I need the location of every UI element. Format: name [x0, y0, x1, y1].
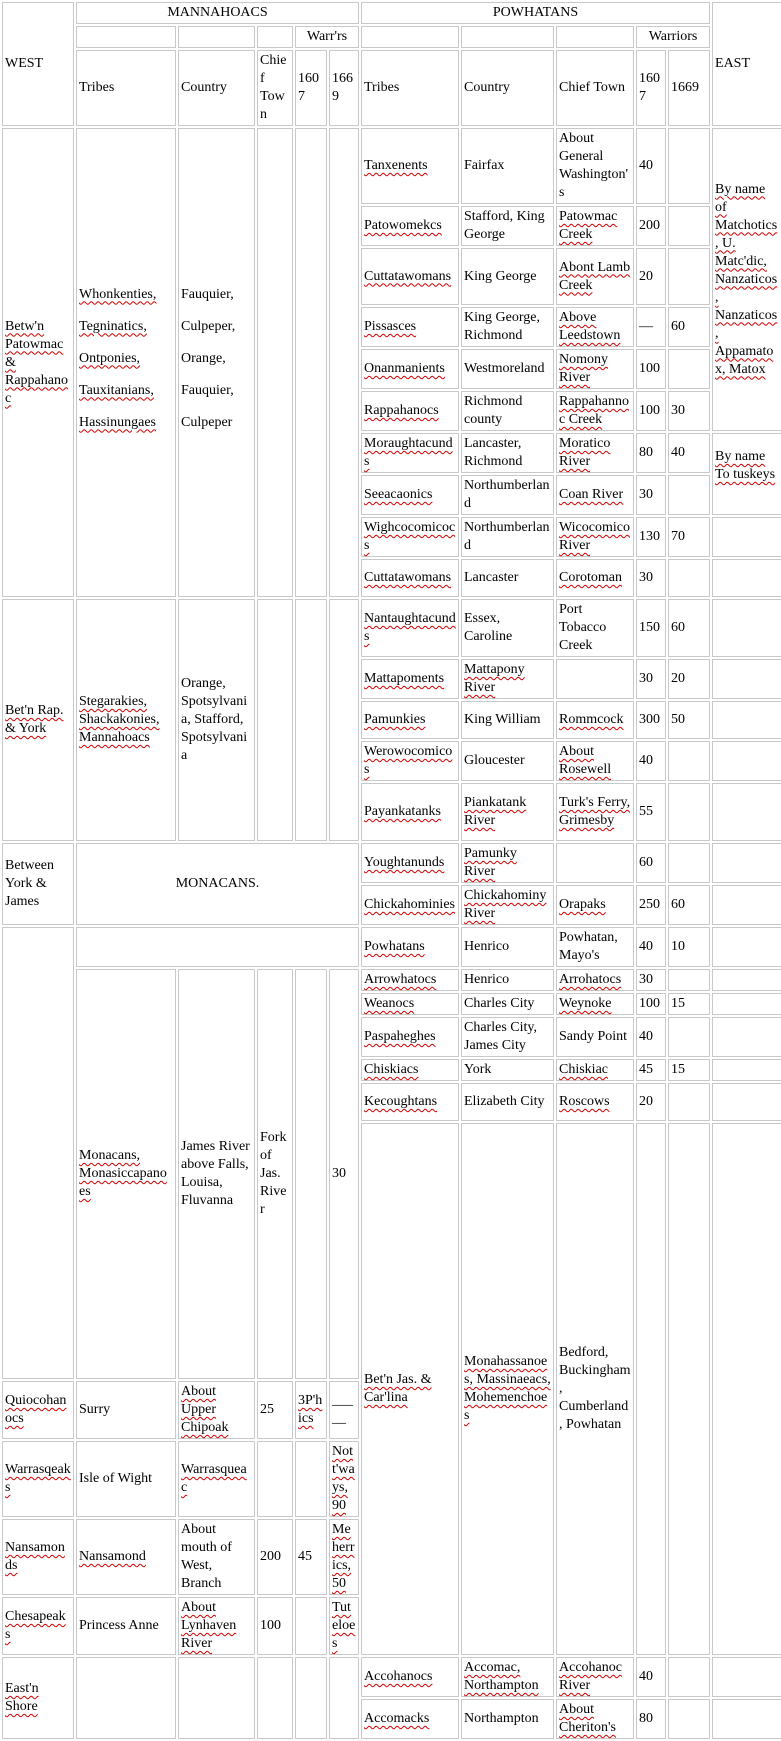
blank-cell: [295, 599, 327, 841]
w1669-cell: [668, 969, 710, 991]
blank-cell: [178, 26, 255, 48]
blank-cell: [329, 599, 359, 841]
tribe-cell: Payankatanks: [361, 783, 459, 841]
country-cell: Richmond county: [461, 391, 554, 431]
w1607-cell: 30: [636, 475, 666, 515]
country-cell: Lancaster, Richmond: [461, 433, 554, 473]
w1669-cell: [668, 843, 710, 883]
w1607-cell: 30: [636, 969, 666, 991]
blank-cell: [257, 128, 293, 597]
w1607-cell: 55: [636, 783, 666, 841]
tribe-cell: Pamunkies: [361, 701, 459, 739]
w1669-cell: 45: [295, 1519, 327, 1595]
tribe-cell: Cuttatawomans: [361, 248, 459, 305]
w1669-cell: [668, 248, 710, 305]
country-cell: Surry: [76, 1381, 176, 1439]
tribe-cell: Warrasqeaks: [2, 1441, 74, 1517]
blank-cell: [712, 1699, 781, 1739]
w1607-cell: 30: [636, 559, 666, 597]
blank-cell: [2, 927, 74, 1379]
blank-cell: [361, 26, 459, 48]
chief-town-header: Chief Town: [257, 50, 293, 126]
town-cell: Rommcock: [556, 701, 634, 739]
tribe-cell: Weanocs: [361, 993, 459, 1015]
w1669-cell: [668, 783, 710, 841]
tribe-name: Whonkenties,: [79, 286, 157, 302]
tribe-cell: Moraughtacunds: [361, 433, 459, 473]
country-cell: Accomac, Northampton: [461, 1657, 554, 1697]
warrrs-header: Warr'rs: [295, 26, 359, 48]
country-cell: Northumberland: [461, 475, 554, 515]
w1669-cell: [668, 475, 710, 515]
year-1607-header: 1607: [295, 50, 327, 126]
region-label: Bet'n Rap. & York: [2, 599, 74, 841]
w1669-cell: [668, 559, 710, 597]
w1607-cell: 250: [636, 885, 666, 925]
mannahoac-tribes: [76, 128, 176, 597]
blank-cell: [295, 1657, 327, 1739]
blank-cell: [636, 1123, 666, 1655]
warriors-header: Warriors: [636, 26, 710, 48]
tribe-cell: Werowocomicos: [361, 741, 459, 781]
blank-cell: [712, 1083, 781, 1121]
town-cell: Corotoman: [556, 559, 634, 597]
country-name: Fauquier,: [181, 286, 234, 302]
blank-cell: [712, 993, 781, 1015]
blank-cell: [178, 1657, 255, 1739]
west-header: WEST: [2, 2, 74, 126]
w1669-cell: 30: [668, 391, 710, 431]
w1607-cell: 40: [636, 927, 666, 967]
w1669-cell: 60: [668, 885, 710, 925]
w1607-cell: [257, 1441, 293, 1517]
country-cell: Mattapony River: [461, 659, 554, 699]
tribe-cell: Wighcocomicocs: [361, 517, 459, 557]
year-1669-header: 1669: [329, 50, 359, 126]
tribe-cell: Tanxenents: [361, 128, 459, 204]
tribes-header: Tribes: [76, 50, 176, 126]
tribe-cell: Accomacks: [361, 1699, 459, 1739]
country-cell: Essex, Caroline: [461, 599, 554, 657]
country-cell: Elizabeth City: [461, 1083, 554, 1121]
tribe-cell: Powhatans: [361, 927, 459, 967]
w1669-cell: 15: [668, 993, 710, 1015]
country-cell: Chickahominy River: [461, 885, 554, 925]
region-label: Between York & James: [2, 843, 74, 925]
chief-town-cell: Fork of Jas. River: [257, 969, 293, 1379]
blank-cell: [712, 783, 781, 841]
country-cell: Henrico: [461, 969, 554, 991]
blank-cell: [295, 128, 327, 597]
w1669-cell: 60: [668, 307, 710, 347]
town-cell: Moratico River: [556, 433, 634, 473]
w1607-cell: 100: [636, 993, 666, 1015]
country-cell: Lancaster: [461, 559, 554, 597]
country-cell: Gloucester: [461, 741, 554, 781]
blank-cell: [712, 599, 781, 657]
country-cell: Stafford, King George: [461, 206, 554, 246]
country-cell: Charles City, James City: [461, 1017, 554, 1057]
town-cell: About Upper Chipoak: [178, 1381, 255, 1439]
country-name: Culpeper: [181, 414, 233, 430]
tribe-name: Ontponies,: [79, 350, 141, 366]
w1669-cell: [668, 206, 710, 246]
tribe-cell: Quiocohanocs: [2, 1381, 74, 1439]
blank-cell: [295, 969, 327, 1379]
town-cell: Powhatan, Mayo's: [556, 927, 634, 967]
tribe-cell: Chiskiacs: [361, 1059, 459, 1081]
w1607-cell: —: [636, 307, 666, 347]
w1607-cell: 40: [636, 741, 666, 781]
w1669-cell: 3P'hics: [295, 1381, 327, 1439]
tribe-name: Tauxitanians,: [79, 382, 154, 398]
region-label: Betw'n Patowmac & Rappahanoc: [2, 128, 74, 597]
country-cell: Northampton: [461, 1699, 554, 1739]
town-cell: Coan River: [556, 475, 634, 515]
east-note: Nott'ways, 90: [329, 1441, 359, 1517]
w1607-cell: 300: [636, 701, 666, 739]
town-cell: Nomony River: [556, 349, 634, 389]
blank-cell: [712, 843, 781, 883]
w1669-cell: 30: [329, 969, 359, 1379]
town-cell: Orapaks: [556, 885, 634, 925]
w1669-cell: [668, 1017, 710, 1057]
town-cell: About Rosewell: [556, 741, 634, 781]
town-cell: Roscows: [556, 1083, 634, 1121]
w1607-cell: 40: [636, 1017, 666, 1057]
chief-town-header: Chief Town: [556, 50, 634, 126]
tribe-cell: Chesapeaks: [2, 1597, 74, 1655]
w1669-cell: [668, 1699, 710, 1739]
w1669-cell: [668, 1083, 710, 1121]
country-cell: King George, Richmond: [461, 307, 554, 347]
town-cell: Wicocomico River: [556, 517, 634, 557]
town-cell: About General Washington's: [556, 128, 634, 204]
w1669-cell: [295, 1597, 327, 1655]
east-note: Tuteloes: [329, 1597, 359, 1655]
blank-cell: [556, 26, 634, 48]
blank-cell: [712, 885, 781, 925]
blank-cell: [712, 659, 781, 699]
country-cell: Piankatank River: [461, 783, 554, 841]
town-cell: Rappahannoc Creek: [556, 391, 634, 431]
blank-cell: [76, 927, 359, 967]
country-cell: Pamunky River: [461, 843, 554, 883]
town-cell: Arrohatocs: [556, 969, 634, 991]
w1607-cell: 20: [636, 1083, 666, 1121]
w1669-cell: 20: [668, 659, 710, 699]
w1669-cell: 70: [668, 517, 710, 557]
tribe-cell: Onanmanients: [361, 349, 459, 389]
town-cell: Weynoke: [556, 993, 634, 1015]
country-cell: Nansamond: [76, 1519, 176, 1595]
town-cell: Above Leedstown: [556, 307, 634, 347]
w1607-cell: 25: [257, 1381, 293, 1439]
country-cell: York: [461, 1059, 554, 1081]
monacans-heading: MONACANS.: [76, 843, 359, 925]
w1669-cell: [668, 349, 710, 389]
w1607-cell: 200: [257, 1519, 293, 1595]
country-cell: Isle of Wight: [76, 1441, 176, 1517]
w1607-cell: 130: [636, 517, 666, 557]
mannahoac-tribes: Monahassanoes, Massinaeacs, Mohemenchoes: [461, 1123, 554, 1655]
w1669-cell: 10: [668, 927, 710, 967]
w1607-cell: 20: [636, 248, 666, 305]
country-header: Country: [178, 50, 255, 126]
tribe-cell: Accohanocs: [361, 1657, 459, 1697]
tribe-cell: Mattapoments: [361, 659, 459, 699]
blank-cell: [712, 517, 781, 557]
tribe-name: Hassinungaes: [79, 414, 156, 430]
mannahoac-countries: Orange, Spotsylvania, Stafford, Spotsylvania: [178, 599, 255, 841]
blank-cell: [712, 1059, 781, 1081]
country-name: Fauquier,: [181, 382, 234, 398]
mannahoac-tribes: Monacans, Monasiccapanoes: [76, 969, 176, 1379]
w1669-cell: 60: [668, 599, 710, 657]
w1607-cell: 150: [636, 599, 666, 657]
blank-cell: [257, 26, 293, 48]
w1607-cell: 80: [636, 433, 666, 473]
w1669-cell: 15: [668, 1059, 710, 1081]
blank-cell: [712, 1123, 781, 1655]
region-label: Bet'n Jas. & Car'lina: [361, 1123, 459, 1655]
mannahoac-countries: James River above Falls, Louisa, Fluvanna: [178, 969, 255, 1379]
country-cell: Northumberland: [461, 517, 554, 557]
w1669-cell: 50: [668, 701, 710, 739]
year-1607-header: 1607: [636, 50, 666, 126]
east-note: Meherrics, 50: [329, 1519, 359, 1595]
mannahoac-countries: Bedford, Buckingham, Cumberland, Powhatan: [556, 1123, 634, 1655]
w1607-cell: 60: [636, 843, 666, 883]
w1607-cell: 100: [636, 349, 666, 389]
tribe-cell: Cuttatawomans: [361, 559, 459, 597]
blank-cell: [712, 741, 781, 781]
country-cell: Princess Anne: [76, 1597, 176, 1655]
w1607-cell: 45: [636, 1059, 666, 1081]
town-cell: Port Tobacco Creek: [556, 599, 634, 657]
w1669-cell: [295, 1441, 327, 1517]
country-cell: Westmoreland: [461, 349, 554, 389]
country-name: Culpeper,: [181, 318, 236, 334]
town-cell: About mouth of West, Branch: [178, 1519, 255, 1595]
mannahoac-tribes: Stegarakies, Shackakonies, Mannahoacs: [76, 599, 176, 841]
town-cell: Abont Lamb Creek: [556, 248, 634, 305]
region-label: East'n Shore: [2, 1657, 74, 1739]
tribe-cell: Kecoughtans: [361, 1083, 459, 1121]
w1669-cell: 40: [668, 433, 710, 473]
blank-cell: [76, 26, 176, 48]
year-1669-header: 1669: [668, 50, 710, 126]
w1669-cell: [668, 1657, 710, 1697]
tribe-cell: Chickahominies: [361, 885, 459, 925]
tribe-cell: Patowomekcs: [361, 206, 459, 246]
blank-cell: [668, 1123, 710, 1655]
town-cell: Accohanoc River: [556, 1657, 634, 1697]
blank-cell: [329, 1657, 359, 1739]
tribe-cell: Youghtanunds: [361, 843, 459, 883]
powhatans-header: POWHATANS: [361, 2, 710, 24]
town-cell: About Lynhaven River: [178, 1597, 255, 1655]
w1607-cell: 40: [636, 128, 666, 204]
east-header: EAST: [712, 2, 781, 126]
country-cell: Charles City: [461, 993, 554, 1015]
blank-cell: [329, 128, 359, 597]
blank-cell: [712, 701, 781, 739]
tribe-cell: Nansamonds: [2, 1519, 74, 1595]
w1607-cell: 30: [636, 659, 666, 699]
tribe-cell: Rappahanocs: [361, 391, 459, 431]
tribe-cell: Seeacaonics: [361, 475, 459, 515]
east-note: _____: [329, 1381, 359, 1439]
town-cell: About Cheriton's: [556, 1699, 634, 1739]
w1607-cell: 80: [636, 1699, 666, 1739]
blank-cell: [712, 1017, 781, 1057]
tribe-cell: Arrowhatocs: [361, 969, 459, 991]
country-header: Country: [461, 50, 554, 126]
blank-cell: [257, 599, 293, 841]
mannahoac-countries: [178, 128, 255, 597]
town-cell: [556, 843, 634, 883]
w1607-cell: 100: [257, 1597, 293, 1655]
town-cell: Patowmac Creek: [556, 206, 634, 246]
country-cell: Henrico: [461, 927, 554, 967]
blank-cell: [461, 26, 554, 48]
east-note: By name To tuskeys: [712, 433, 781, 515]
w1669-cell: [668, 128, 710, 204]
blank-cell: [76, 1657, 176, 1739]
w1607-cell: 100: [636, 391, 666, 431]
tribe-cell: Paspaheghes: [361, 1017, 459, 1057]
tribe-cell: Pissasces: [361, 307, 459, 347]
mannahoacs-header: MANNAHOACS: [76, 2, 359, 24]
east-note: By name of Matchotics, U. Matc'dic, Nanzaticos, Nanzaticos, Appamatox, Matox: [712, 128, 781, 431]
town-cell: [556, 659, 634, 699]
w1669-cell: [668, 741, 710, 781]
tribe-name: Tegninatics,: [79, 318, 147, 334]
town-cell: Turk's Ferry, Grimesby: [556, 783, 634, 841]
country-cell: King George: [461, 248, 554, 305]
town-cell: Sandy Point: [556, 1017, 634, 1057]
town-cell: Chiskiac: [556, 1059, 634, 1081]
town-cell: Warrasqueac: [178, 1441, 255, 1517]
tribe-cell: Nantaughtacunds: [361, 599, 459, 657]
blank-cell: [712, 559, 781, 597]
w1607-cell: 200: [636, 206, 666, 246]
country-cell: King William: [461, 701, 554, 739]
tribes-header: Tribes: [361, 50, 459, 126]
w1607-cell: 40: [636, 1657, 666, 1697]
blank-cell: [712, 1657, 781, 1697]
blank-cell: [257, 1657, 293, 1739]
country-cell: Fairfax: [461, 128, 554, 204]
blank-cell: [712, 969, 781, 991]
country-name: Orange,: [181, 350, 226, 366]
blank-cell: [712, 927, 781, 967]
